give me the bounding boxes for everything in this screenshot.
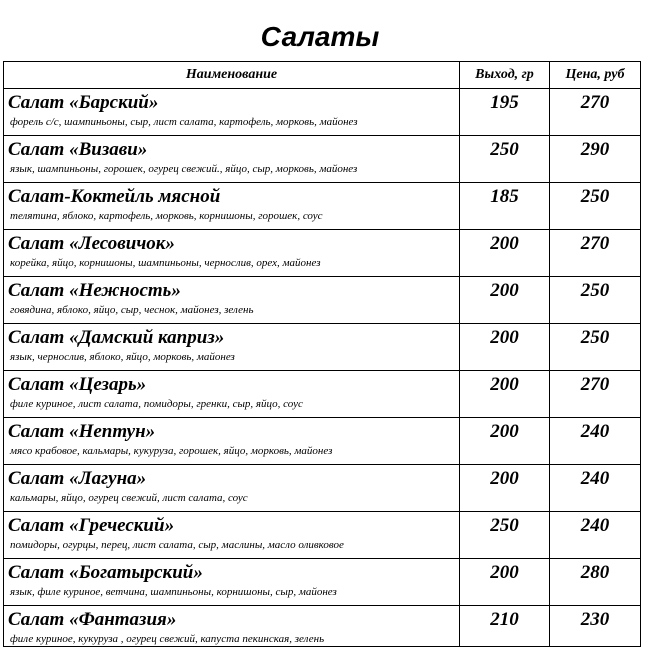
item-yield: 250	[490, 139, 519, 160]
item-yield-cell	[460, 559, 550, 606]
item-description: филе куриное, лист салата, помидоры, гренки, сыр, яйцо, соус	[10, 398, 303, 410]
item-yield-cell	[460, 324, 550, 371]
item-name-cell	[4, 183, 460, 230]
item-description: язык, шампиньоны, горошек, огурец свежий., яйцо, сыр, морковь, майонез	[10, 163, 358, 175]
item-price-cell	[550, 465, 641, 512]
table-row	[4, 512, 641, 559]
item-yield: 200	[490, 280, 519, 301]
item-description: филе куриное, кукуруза , огурец свежий, капуста пекинская, зелень	[10, 633, 325, 645]
item-price-cell	[550, 418, 641, 465]
item-yield-cell	[460, 230, 550, 277]
item-price-cell	[550, 512, 641, 559]
item-name-cell	[4, 418, 460, 465]
table-row	[4, 559, 641, 606]
item-yield: 250	[490, 515, 519, 536]
table-row	[4, 606, 641, 647]
table-row	[4, 136, 641, 183]
item-title: Салат «Лагуна»	[8, 468, 147, 489]
item-description: кальмары, яйцо, огурец свежий, лист салата, соус	[10, 492, 248, 504]
item-price-cell	[550, 136, 641, 183]
table-row	[4, 277, 641, 324]
item-price: 250	[580, 186, 610, 207]
table-row	[4, 418, 641, 465]
menu-table-body	[4, 62, 641, 647]
item-yield-cell	[460, 277, 550, 324]
item-yield: 200	[490, 374, 519, 395]
item-price-cell	[550, 277, 641, 324]
item-price: 270	[580, 92, 610, 113]
item-price: 240	[580, 515, 610, 536]
item-description: помидоры, огурцы, перец, лист салата, сыр, маслины, масло оливковое	[10, 539, 344, 551]
table-row	[4, 465, 641, 512]
item-price-cell	[550, 324, 641, 371]
item-title: Салат «Лесовичок»	[8, 233, 175, 254]
item-price: 240	[580, 421, 610, 442]
item-yield: 195	[490, 92, 519, 113]
item-price-cell	[550, 371, 641, 418]
item-title: Салат «Греческий»	[8, 515, 175, 536]
table-row	[4, 89, 641, 136]
item-price-cell	[550, 183, 641, 230]
column-header-name: Наименование	[4, 62, 460, 89]
item-title: Салат «Фантазия»	[8, 609, 177, 630]
item-yield-cell	[460, 418, 550, 465]
item-price: 230	[580, 609, 610, 630]
menu-table	[3, 61, 641, 647]
item-description: телятина, яблоко, картофель, морковь, корнишоны, горошек, соус	[10, 210, 323, 222]
item-yield: 210	[490, 609, 519, 630]
item-price-cell	[550, 230, 641, 277]
item-yield-cell	[460, 465, 550, 512]
item-description: корейка, яйцо, корнишоны, шампиньоны, чернослив, орех, майонез	[10, 257, 321, 269]
item-yield-cell	[460, 183, 550, 230]
item-yield: 200	[490, 562, 519, 583]
item-price-cell	[550, 89, 641, 136]
item-price: 270	[580, 374, 610, 395]
table-row	[4, 230, 641, 277]
item-title: Салат-Коктейль мясной	[8, 186, 221, 207]
item-price: 240	[580, 468, 610, 489]
item-yield: 200	[490, 421, 519, 442]
item-name-cell	[4, 136, 460, 183]
item-description: говядина, яблоко, яйцо, сыр, чеснок, майонез, зелень	[10, 304, 254, 316]
item-name-cell	[4, 230, 460, 277]
item-price-cell	[550, 559, 641, 606]
item-name-cell	[4, 89, 460, 136]
item-name-cell	[4, 559, 460, 606]
item-name-cell	[4, 606, 460, 647]
item-yield-cell	[460, 512, 550, 559]
item-title: Салат «Нежность»	[8, 280, 181, 301]
item-yield-cell	[460, 136, 550, 183]
item-title: Салат «Нептун»	[8, 421, 156, 442]
item-yield-cell	[460, 371, 550, 418]
item-price: 250	[580, 327, 610, 348]
table-row	[4, 183, 641, 230]
item-yield: 185	[490, 186, 519, 207]
item-description: мясо крабовое, кальмары, кукуруза, горошек, яйцо, морковь, майонез	[10, 445, 333, 457]
item-title: Салат «Визави»	[8, 139, 148, 160]
item-title: Салат «Дамский каприз»	[8, 327, 225, 348]
item-description: язык, чернослив, яблоко, яйцо, морковь, майонез	[10, 351, 235, 363]
item-price-cell	[550, 606, 641, 647]
item-price: 270	[580, 233, 610, 254]
item-description: язык, филе куриное, ветчина, шампиньоны, корнишоны, сыр, майонез	[10, 586, 337, 598]
item-title: Салат «Барский»	[8, 92, 159, 113]
item-price: 250	[580, 280, 610, 301]
column-header-yield: Выход, гр	[460, 62, 550, 89]
page-title: Салаты	[260, 21, 380, 52]
table-header-row	[4, 62, 641, 89]
item-title: Салат «Цезарь»	[8, 374, 147, 395]
item-description: форель с/с, шампиньоны, сыр, лист салата, картофель, морковь, майонез	[10, 116, 358, 128]
item-yield: 200	[490, 468, 519, 489]
item-yield: 200	[490, 327, 519, 348]
item-price: 280	[580, 562, 610, 583]
item-yield: 200	[490, 233, 519, 254]
item-name-cell	[4, 465, 460, 512]
column-header-price: Цена, руб	[550, 62, 641, 89]
item-yield-cell	[460, 89, 550, 136]
item-name-cell	[4, 277, 460, 324]
table-row	[4, 324, 641, 371]
item-name-cell	[4, 512, 460, 559]
item-yield-cell	[460, 606, 550, 647]
item-name-cell	[4, 324, 460, 371]
item-price: 290	[580, 139, 610, 160]
table-row	[4, 371, 641, 418]
item-name-cell	[4, 371, 460, 418]
item-title: Салат «Богатырский»	[8, 562, 203, 583]
